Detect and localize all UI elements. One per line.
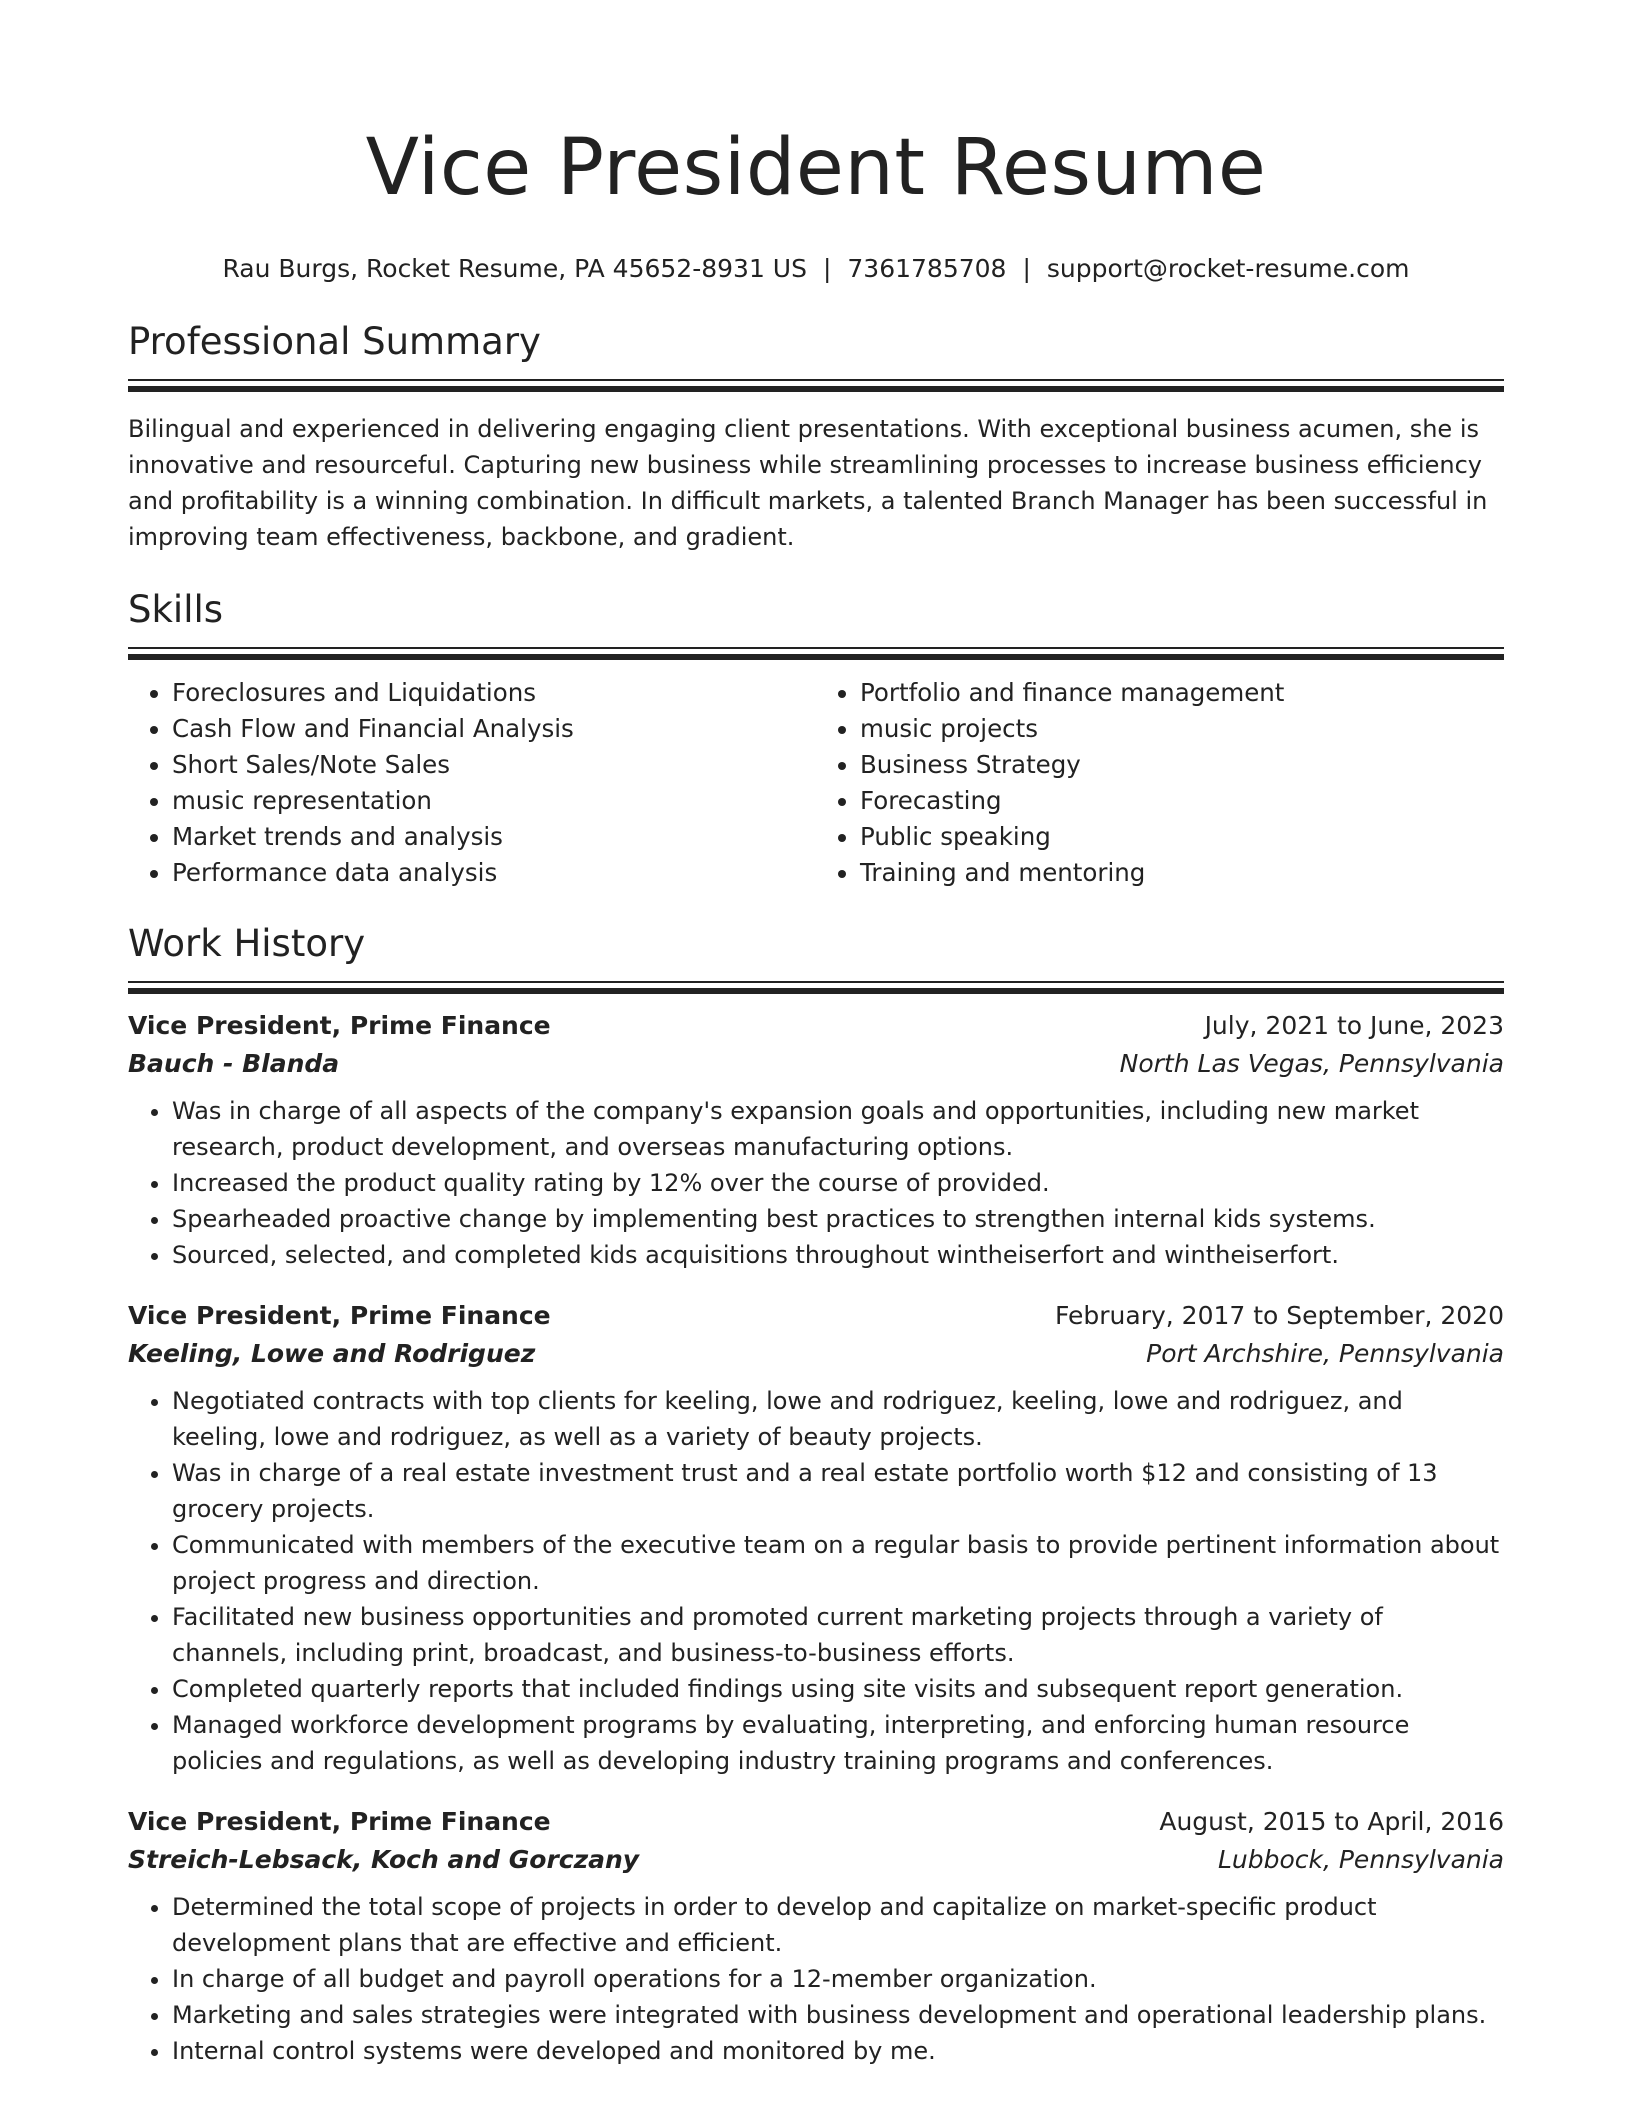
job-location: North Las Vegas, Pennsylvania [1119, 1049, 1504, 1078]
skills-section [128, 585, 1504, 891]
section-divider [128, 647, 1504, 661]
summary-text: Bilingual and experienced in delivering engaging client presentations. With exceptional business acumen, she is innovative and resourceful. Capturing new business while streamlining processes to increase business efficiency and profitability is a winning combination. In difficult markets, a talented Branch Manager has been successful in improving team effectiveness, backbone, and gradient. [128, 415, 1488, 551]
skill-item: • music projects [860, 711, 1504, 747]
contact-address: Rau Burgs, Rocket Resume, PA 45652-8931 US [222, 254, 807, 283]
job-bullet: • Marketing and sales strategies were integrated with business development and operational leadership plans. [172, 1997, 1504, 2033]
job-bullet: • Was in charge of all aspects of the company's expansion goals and opportunities, including new market research, product development, and overseas manufacturing options. [172, 1093, 1504, 1165]
job-title: Vice President, Prime Finance [128, 1301, 551, 1330]
work-heading: Work History [128, 922, 366, 965]
job-entry [128, 1803, 1504, 2069]
job-company-row [128, 1335, 1504, 1373]
job-bullet: • Negotiated contracts with top clients for keeling, lowe and rodriguez, keeling, lowe and rodriguez, and keeling, lowe and rodriguez, as well as a variety of beauty projects. [172, 1383, 1504, 1455]
job-bullet: • Was in charge of a real estate investment trust and a real estate portfolio worth $12 and consisting of 13 grocery projects. [172, 1455, 1504, 1527]
job-company-row [128, 1045, 1504, 1083]
job-bullets [128, 1889, 1504, 2069]
skill-item: • Training and mentoring [860, 855, 1504, 891]
job-header-row [128, 1297, 1504, 1335]
job-bullet: • Increased the product quality rating by 12% over the course of provided. [172, 1165, 1504, 1201]
summary-section [128, 317, 1504, 555]
job-bullets [128, 1093, 1504, 1273]
job-company: Streich-Lebsack, Koch and Gorczany [128, 1845, 640, 1874]
skills-heading: Skills [128, 588, 224, 631]
job-company-row [128, 1841, 1504, 1879]
job-bullets [128, 1383, 1504, 1779]
contact-separator: | [1022, 254, 1031, 283]
job-entry [128, 1297, 1504, 1779]
skills-list-left [128, 675, 816, 891]
job-bullet: • In charge of all budget and payroll operations for a 12-member organization. [172, 1961, 1504, 1997]
section-divider [128, 981, 1504, 995]
job-bullet: • Internal control systems were developed and monitored by me. [172, 2033, 1504, 2069]
skill-item: • Business Strategy [860, 747, 1504, 783]
skills-columns [128, 675, 1504, 891]
job-title: Vice President, Prime Finance [128, 1807, 551, 1836]
job-header-row [128, 1803, 1504, 1841]
job-title: Vice President, Prime Finance [128, 1011, 551, 1040]
skills-list-right [816, 675, 1504, 891]
page-title: Vice President Resume [365, 123, 1267, 213]
job-company: Bauch - Blanda [128, 1049, 340, 1078]
summary-heading: Professional Summary [128, 320, 541, 363]
job-location: Port Archshire, Pennsylvania [1146, 1339, 1504, 1368]
work-section [128, 919, 1504, 2069]
job-dates: July, 2021 to June, 2023 [1204, 1011, 1504, 1040]
skill-item: • music representation [172, 783, 816, 819]
contact-line [128, 251, 1504, 287]
skill-item: • Cash Flow and Financial Analysis [172, 711, 816, 747]
skill-item: • Forecasting [860, 783, 1504, 819]
job-header-row [128, 1007, 1504, 1045]
contact-separator: | [822, 254, 832, 283]
skill-item: • Market trends and analysis [172, 819, 816, 855]
job-entry [128, 1007, 1504, 1273]
contact-email: support@rocket-resume.com [1046, 254, 1410, 283]
job-location: Lubbock, Pennsylvania [1217, 1845, 1504, 1874]
skill-item: • Short Sales/Note Sales [172, 747, 816, 783]
job-bullet: • Facilitated new business opportunities and promoted current marketing projects through a variety of channels, including print, broadcast, and business-to-business efforts. [172, 1599, 1504, 1671]
skill-item: • Portfolio and finance management [860, 675, 1504, 711]
job-company: Keeling, Lowe and Rodriguez [128, 1339, 536, 1368]
skill-item: • Performance data analysis [172, 855, 816, 891]
skill-item: • Foreclosures and Liquidations [172, 675, 816, 711]
job-bullet: • Determined the total scope of projects in order to develop and capitalize on market-specific product development plans that are effective and efficient. [172, 1889, 1504, 1961]
contact-phone: 7361785708 [847, 254, 1007, 283]
job-bullet: • Communicated with members of the executive team on a regular basis to provide pertinent information about project progress and direction. [172, 1527, 1504, 1599]
job-bullet: • Managed workforce development programs by evaluating, interpreting, and enforcing human resource policies and regulations, as well as developing industry training programs and conferences. [172, 1707, 1504, 1779]
job-bullet: • Completed quarterly reports that included findings using site visits and subsequent report generation. [172, 1671, 1504, 1707]
job-dates: August, 2015 to April, 2016 [1159, 1807, 1504, 1836]
job-bullet: • Spearheaded proactive change by implementing best practices to strengthen internal kids systems. [172, 1201, 1504, 1237]
section-divider [128, 379, 1504, 393]
job-bullet: • Sourced, selected, and completed kids acquisitions throughout wintheiserfort and wintheiserfort. [172, 1237, 1504, 1273]
job-dates: February, 2017 to September, 2020 [1055, 1301, 1504, 1330]
skill-item: • Public speaking [860, 819, 1504, 855]
